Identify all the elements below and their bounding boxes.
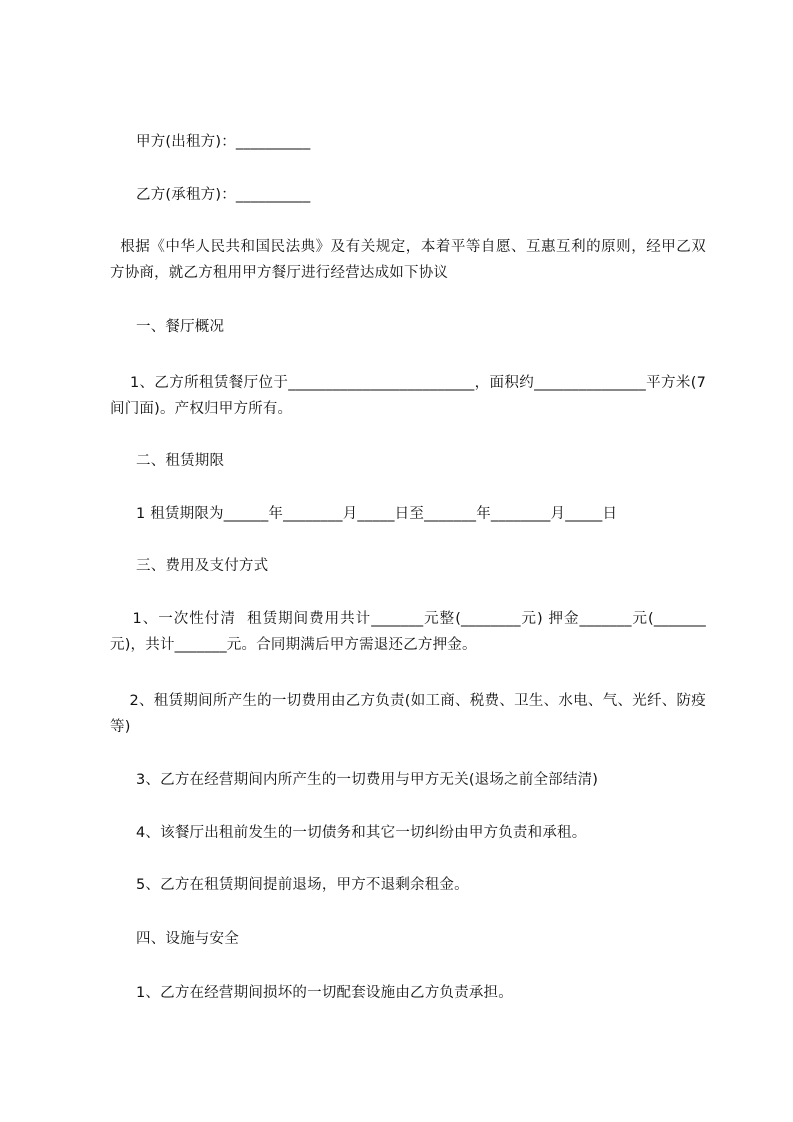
- preamble-paragraph: 根据《中华人民共和国民法典》及有关规定，本着平等自愿、互惠互利的原则，经甲乙双方协商，就乙方租用甲方餐厅进行经营达成如下协议: [110, 239, 707, 281]
- clause-early-exit: 5、乙方在租赁期间提前退场，甲方不退剩余租金。: [136, 877, 469, 893]
- clause-prior-debts: 4、该餐厅出租前发生的一切债务和其它一切纠纷由甲方负责和承租。: [136, 825, 587, 841]
- party-b-line: 乙方(承租方)：__________: [136, 187, 311, 203]
- party-a-line: 甲方(出租方)：__________: [136, 134, 311, 150]
- clause-facility-damage: 1、乙方在经营期间损坏的一切配套设施由乙方负责承担。: [136, 985, 513, 1001]
- section-heading-term: 二、租赁期限: [136, 453, 225, 469]
- clause-payment: 1、一次性付清 租赁期间费用共计_______元整(________元) 押金_______元(_______元)，共计_______元。合同期满后甲方需退还乙方押金。: [110, 611, 706, 653]
- section-heading-facilities: 四、设施与安全: [136, 931, 239, 947]
- clause-costs: 2、租赁期间所产生的一切费用由乙方负责(如工商、税费、卫生、水电、气、光纤、防疫等): [110, 693, 706, 735]
- section-heading-fees: 三、费用及支付方式: [136, 558, 269, 574]
- clause-lease-term: 1 租赁期限为______年________月_____日至_______年________月_____日: [136, 506, 618, 522]
- clause-operating-costs: 3、乙方在经营期间内所产生的一切费用与甲方无关(退场之前全部结清): [136, 772, 599, 788]
- clause-location-area: 1、乙方所租赁餐厅位于_________________________，面积约_______________平方米(7 间门面)。产权归甲方所有。: [110, 375, 711, 417]
- section-heading-overview: 一、餐厅概况: [136, 319, 225, 335]
